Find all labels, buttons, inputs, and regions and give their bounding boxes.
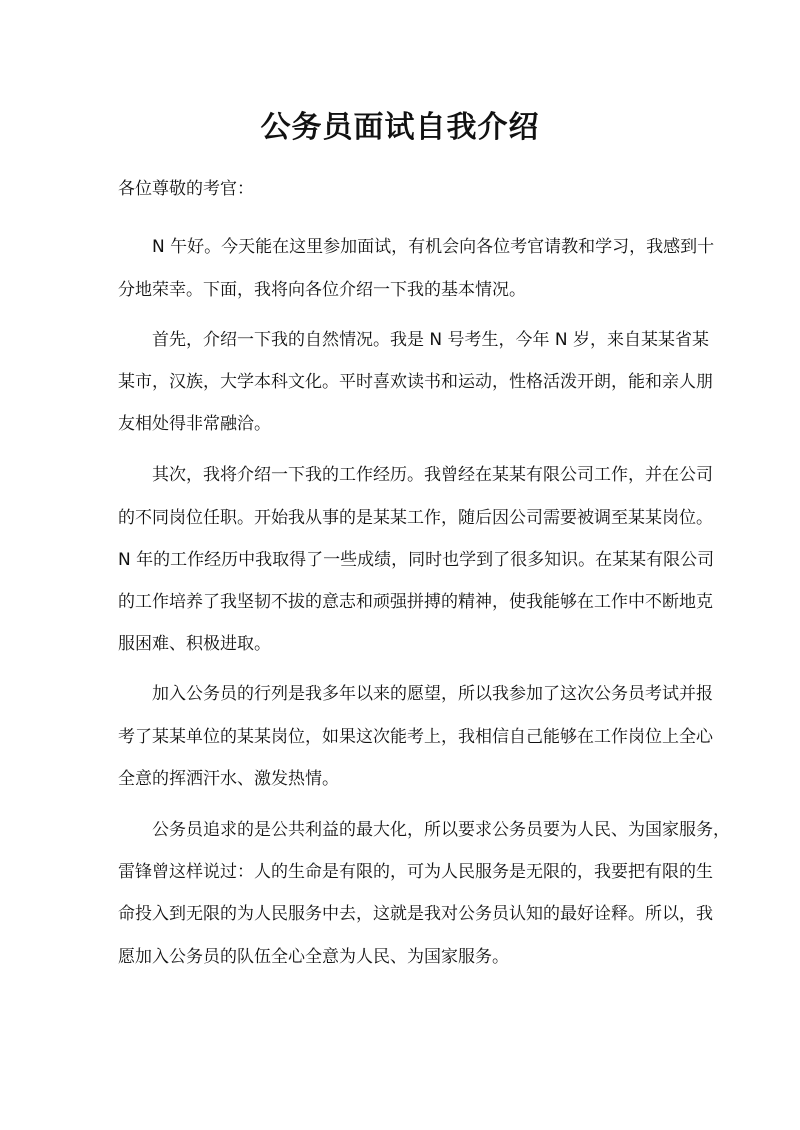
paragraph-1-line-1: N 午好。今天能在这里参加面试，有机会向各位考官请教和学习，我感到十 [118,237,715,257]
paragraph-3-line-3: N 年的工作经历中我取得了一些成绩，同时也学到了很多知识。在某某有限公司 [118,550,715,570]
salutation: 各位尊敬的考官： [118,179,254,199]
paragraph-2-line-2: 某市，汉族，大学本科文化。平时喜欢读书和运动，性格活泼开朗，能和亲人朋 [118,372,713,392]
paragraph-4-line-1: 加入公务员的行列是我多年以来的愿望，所以我参加了这次公务员考试并报 [118,684,713,704]
document-title: 公务员面试自我介绍 [260,110,540,145]
paragraph-1-line-2: 分地荣幸。下面，我将向各位介绍一下我的基本情况。 [118,280,526,300]
paragraph-3-line-5: 服困难、积极进取。 [118,634,271,654]
paragraph-5-line-1: 公务员追求的是公共利益的最大化，所以要求公务员要为人民、为国家服务， [118,820,730,840]
paragraph-2-line-3: 友相处得非常融洽。 [118,414,271,434]
paragraph-5-line-3: 命投入到无限的为人民服务中去，这就是我对公务员认知的最好诠释。所以，我 [118,904,713,924]
paragraph-5-line-2: 雷锋曾这样说过：人的生命是有限的，可为人民服务是无限的，我要把有限的生 [118,862,713,882]
paragraph-2-line-1: 首先，介绍一下我的自然情况。我是 N 号考生，今年 N 岁，来自某某省某 [118,330,710,350]
paragraph-3-line-4: 的工作培养了我坚韧不拔的意志和顽强拼搏的精神，使我能够在工作中不断地克 [118,592,713,612]
paragraph-3-line-1: 其次，我将介绍一下我的工作经历。我曾经在某某有限公司工作，并在公司 [118,465,713,485]
paragraph-4-line-2: 考了某某单位的某某岗位，如果这次能考上，我相信自己能够在工作岗位上全心 [118,727,713,747]
paragraph-3-line-2: 的不同岗位任职。开始我从事的是某某工作，随后因公司需要被调至某某岗位。 [118,508,713,528]
paragraph-5-line-4: 愿加入公务员的队伍全心全意为人民、为国家服务。 [118,947,509,967]
paragraph-4-line-3: 全意的挥洒汗水、激发热情。 [118,769,339,789]
